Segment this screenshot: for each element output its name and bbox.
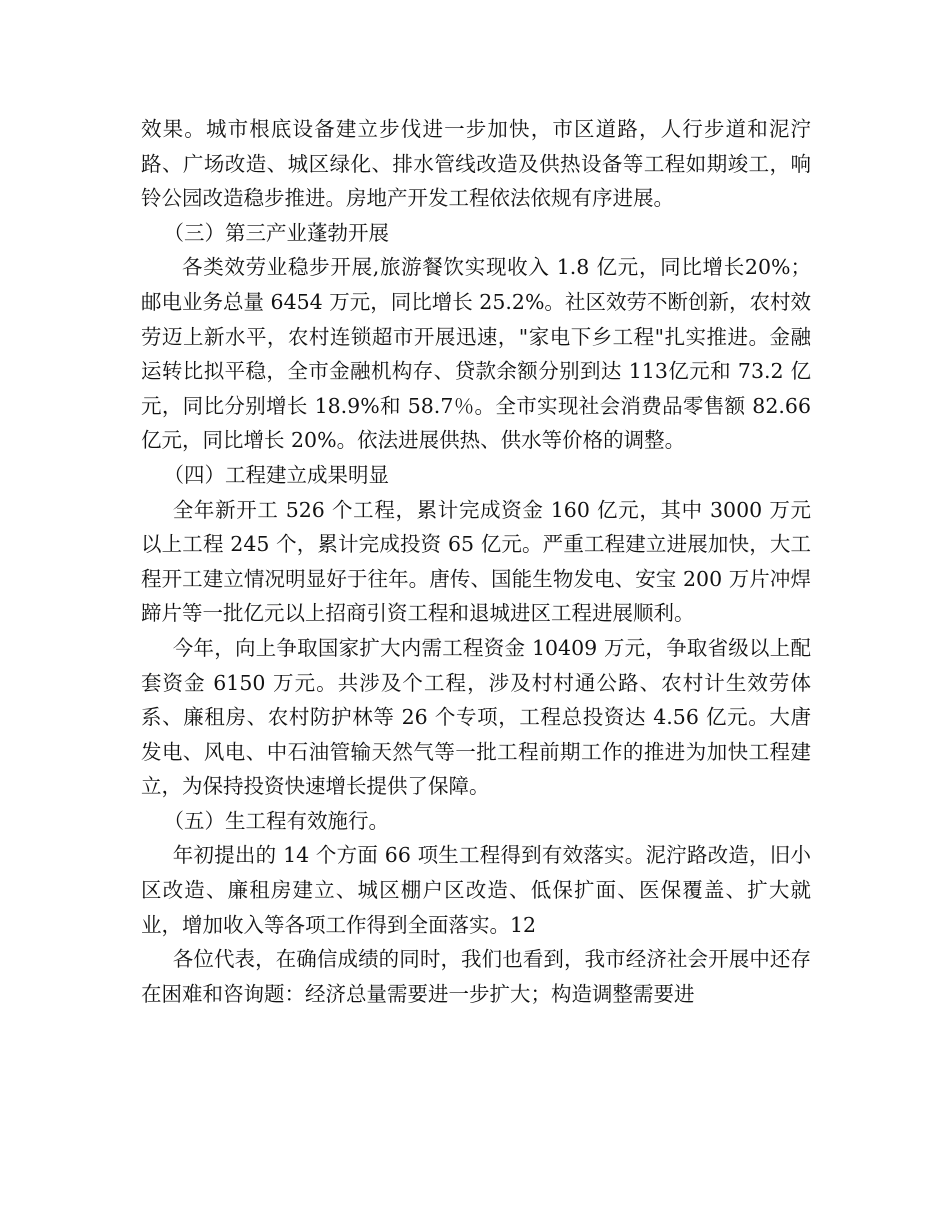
- section-heading-project-construction: （四）工程建立成果明显: [163, 462, 390, 487]
- paragraph-continuation: 效果。城市根底设备建立步伐进一步加快，市区道路，人行步道和泥泞路、广场改造、城区绿化、排水管线改造及供热设备等工程如期竣工，响铃公园改造稳步推进。房地产开发工程依法依规有序进展。: [141, 117, 811, 211]
- paragraph-livelihood-projects: 年初提出的 14 个方面 66 项生工程得到有效落实。泥泞路改造，旧小区改造、廉租房建立、城区棚户区改造、低保扩面、医保覆盖、扩大就业，增加收入等各项工作得到全面落实。12: [141, 843, 811, 937]
- paragraph-problems: 各位代表，在确信成绩的同时，我们也看到，我市经济社会开展中还存在困难和咨询题：经济总量需要进一步扩大；构造调整需要进: [141, 947, 811, 1006]
- paragraph-project-construction: 全年新开工 526 个工程，累计完成资金 160 亿元，其中 3000 万元以上工程 245 个，累计完成投资 65 亿元。严重工程建立进展加快，大工程开工建立情况明显好于往年。唐传、国能生物发电、安宝 200 万片冲焊蹄片等一批亿元以上招商引资工程和退城进区工程进展顺利。: [141, 497, 811, 626]
- paragraph-tertiary-industry: 各类效劳业稳步开展,旅游餐饮实现收入 1.8 亿元，同比增长20%；邮电业务总量 6454 万元，同比增长 25.2%。社区效劳不断创新，农村效劳迈上新水平，农村连锁超市开展迅速，"家电下乡工程"扎实推进。金融运转比拟平稳，全市金融机构存、贷款余额分别到达 113亿元和 73.2 亿元，同比分别增长 18.9%和 58.7％。全市实现社会消费品零售额 82.66 亿元，同比增长 20%。依法进展供热、供水等价格的调整。: [141, 255, 811, 453]
- paragraph-domestic-demand-funding: 今年，向上争取国家扩大内需工程资金 10409 万元，争取省级以上配套资金 6150 万元。共涉及个工程，涉及村村通公路、农村计生效劳体系、廉租房、农村防护林等 26 个专项，工程总投资达 4.56 亿元。大唐发电、风电、中石油管输天然气等一批工程前期工作的推进为加快工程建立，为保持投资快速增长提供了保障。: [141, 635, 811, 799]
- section-heading-livelihood-projects: （五）生工程有效施行。: [163, 808, 390, 833]
- document-body: [141, 112, 811, 1011]
- section-heading-tertiary-industry: （三）第三产业蓬勃开展: [163, 220, 390, 245]
